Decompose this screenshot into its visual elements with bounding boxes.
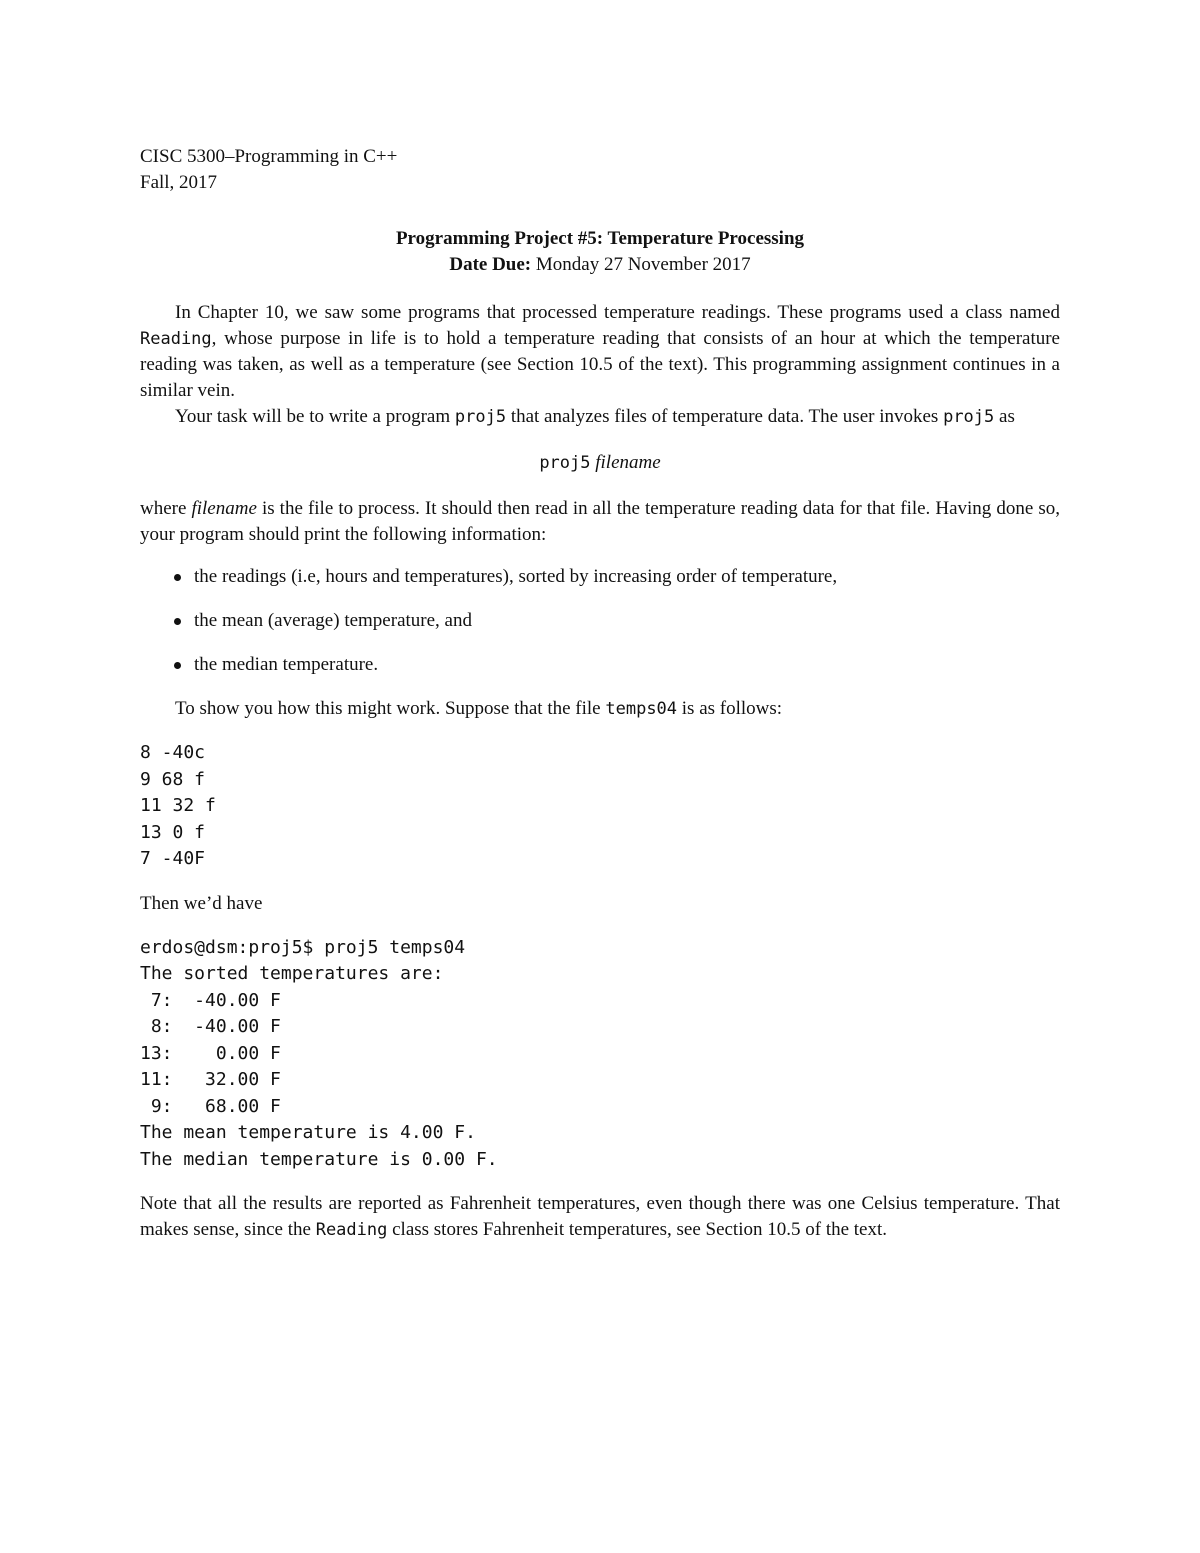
note-text-2: class stores Fahrenheit temperatures, see Section 10.5 of the text.	[387, 1219, 888, 1240]
document-page	[140, 144, 1060, 1243]
task-paragraph	[140, 404, 1060, 430]
terminal-session-listing: erdos@dsm:proj5$ proj5 temps04 The sorted temperatures are: 7: -40.00 F 8: -40.00 F 13: 0.00 F 11: 32.00 F 9: 68.00 F The mean temperature is 4.00 F. The median temperature is 0.00 F.	[140, 936, 498, 1170]
example-paragraph	[140, 696, 1060, 722]
due-label: Date Due:	[449, 254, 532, 275]
where-paragraph	[140, 496, 1060, 548]
then-text: Then we’d have	[140, 892, 263, 914]
due-value: Monday 27 November 2017	[535, 254, 751, 275]
output-requirements-list	[140, 564, 1060, 678]
intro-paragraph	[140, 300, 1060, 404]
where-text-1: where	[140, 498, 192, 519]
term: Fall, 2017	[140, 172, 218, 193]
where-text-2: is the file to process. It should then read in all the temperature reading data for that file. Having done so, your program should print the following information:	[140, 498, 1060, 545]
list-item: the median temperature.	[140, 652, 1060, 678]
note-class-code: Reading	[315, 1220, 388, 1240]
filename-term: filename	[191, 498, 257, 519]
program-name-code: proj5	[454, 407, 507, 427]
command-argument: filename	[595, 452, 661, 473]
note-paragraph	[140, 1191, 1060, 1243]
list-item: the readings (i.e, hours and temperatures), sorted by increasing order of temperature,	[140, 564, 1060, 590]
command-display	[140, 450, 1060, 476]
intro-text-2: , whose purpose in life is to hold a temperature reading that consists of an hour at which the temperature reading was taken, as well as a temperature (see Section 10.5 of the text). This programming assignment continues in a similar vein.	[140, 328, 1060, 401]
example-text-1: To show you how this might work. Suppose that the file	[175, 698, 606, 719]
class-name-code: Reading	[140, 329, 212, 349]
title-block	[140, 226, 1060, 278]
program-name-code-2: proj5	[943, 407, 995, 427]
list-item: the mean (average) temperature, and	[140, 608, 1060, 634]
note-text-1: Note that all the results are reported as Fahrenheit temperatures, even though there was one Celsius temperature. That makes sense, since the	[140, 1193, 1060, 1240]
project-title: Programming Project #5: Temperature Processing	[395, 228, 805, 249]
command-program: proj5	[539, 453, 591, 473]
task-text-3: as	[994, 406, 1015, 427]
example-text-2: is as follows:	[677, 698, 783, 719]
due-date	[140, 252, 1060, 278]
task-text-2: that analyzes files of temperature data. The user invokes	[506, 406, 944, 427]
task-text-1: Your task will be to write a program	[175, 406, 455, 427]
intro-text-1: In Chapter 10, we saw some programs that processed temperature readings. These programs used a class named	[175, 302, 1060, 323]
file-contents-listing: 8 -40c 9 68 f 11 32 f 13 0 f 7 -40F	[140, 742, 216, 869]
example-file-code: temps04	[605, 699, 678, 719]
course-title: CISC 5300–Programming in C++	[140, 146, 398, 167]
